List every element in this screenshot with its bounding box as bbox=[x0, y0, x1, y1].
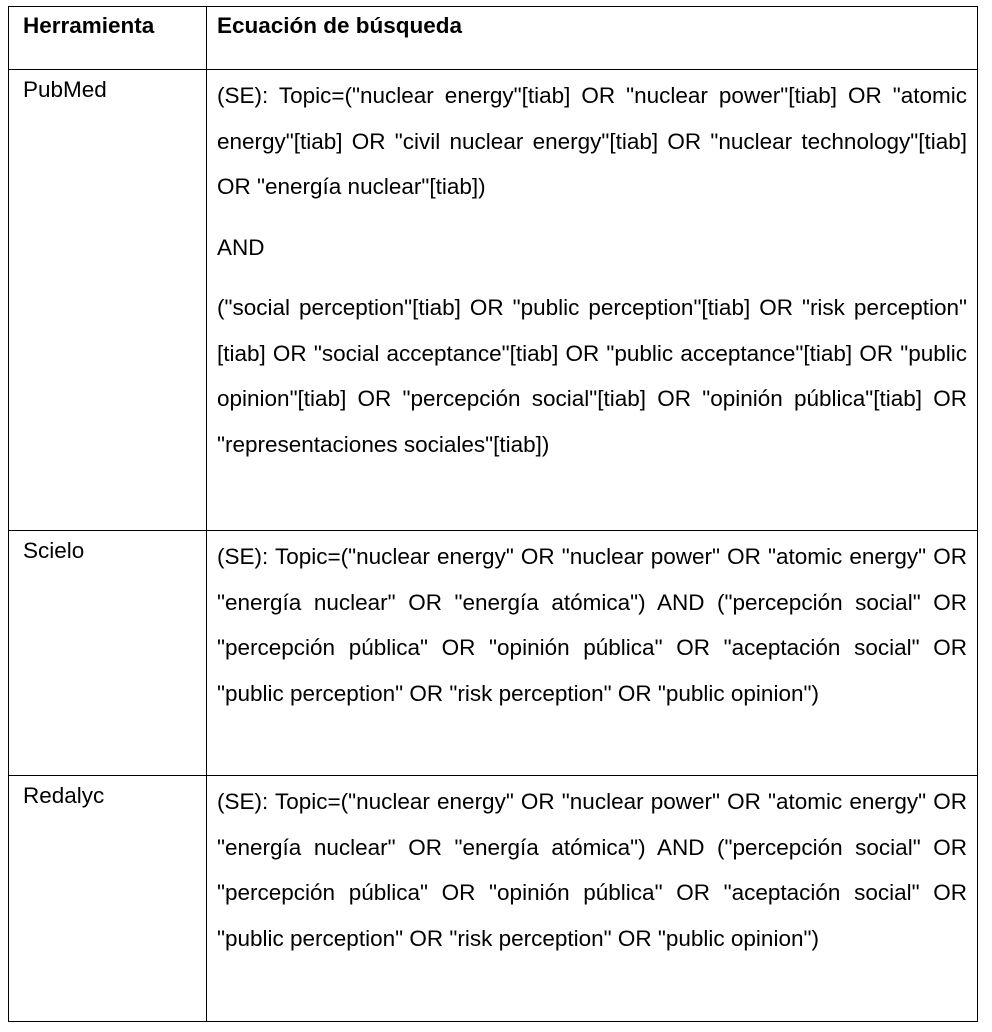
tool-name: Scielo bbox=[23, 538, 85, 563]
header-tool-label: Herramienta bbox=[23, 13, 155, 38]
header-equation bbox=[207, 7, 978, 70]
equation-cell bbox=[207, 776, 978, 1022]
equation-paragraph: (SE): Topic=("nuclear energy" OR "nuclear power" OR "atomic energy" OR "energía nuclear" OR "energía atómica") AND ("percepción social" OR "percepción pública" OR "opinión pública" OR "aceptación social" OR "public perception" OR "risk perception" OR "public opinion") bbox=[217, 544, 967, 706]
equation-paragraph: ("social perception"[tiab] OR "public perception"[tiab] OR "risk perception"[tiab] OR "social acceptance"[tiab] OR "public acceptance"[tiab] OR "public opinion"[tiab] OR "percepción social"[tiab] OR "opinión pública"[tiab] OR "representaciones sociales"[tiab]) bbox=[217, 295, 967, 457]
tool-cell bbox=[9, 70, 207, 531]
table-row-pubmed bbox=[9, 70, 978, 531]
equation-paragraph: AND bbox=[217, 234, 265, 260]
table-row-scielo bbox=[9, 531, 978, 776]
tool-cell bbox=[9, 531, 207, 776]
equation-paragraph: (SE): Topic=("nuclear energy"[tiab] OR "nuclear power"[tiab] OR "atomic energy"[tiab] OR "civil nuclear energy"[tiab] OR "nuclear technology"[tiab] OR "energía nuclear"[tiab]) bbox=[217, 83, 967, 199]
tool-name: Redalyc bbox=[23, 783, 105, 808]
equation-cell bbox=[207, 531, 978, 776]
table-row-redalyc bbox=[9, 776, 978, 1022]
header-equation-label: Ecuación de búsqueda bbox=[217, 13, 463, 38]
tool-name: PubMed bbox=[23, 77, 107, 102]
equation-paragraph: (SE): Topic=("nuclear energy" OR "nuclear power" OR "atomic energy" OR "energía nuclear" OR "energía atómica") AND ("percepción social" OR "percepción pública" OR "opinión pública" OR "aceptación social" OR "public perception" OR "risk perception" OR "public opinion") bbox=[217, 789, 967, 951]
header-tool bbox=[9, 7, 207, 70]
header-row bbox=[9, 7, 978, 70]
search-equations-table bbox=[8, 6, 978, 1022]
tool-cell bbox=[9, 776, 207, 1022]
equation-cell bbox=[207, 70, 978, 531]
